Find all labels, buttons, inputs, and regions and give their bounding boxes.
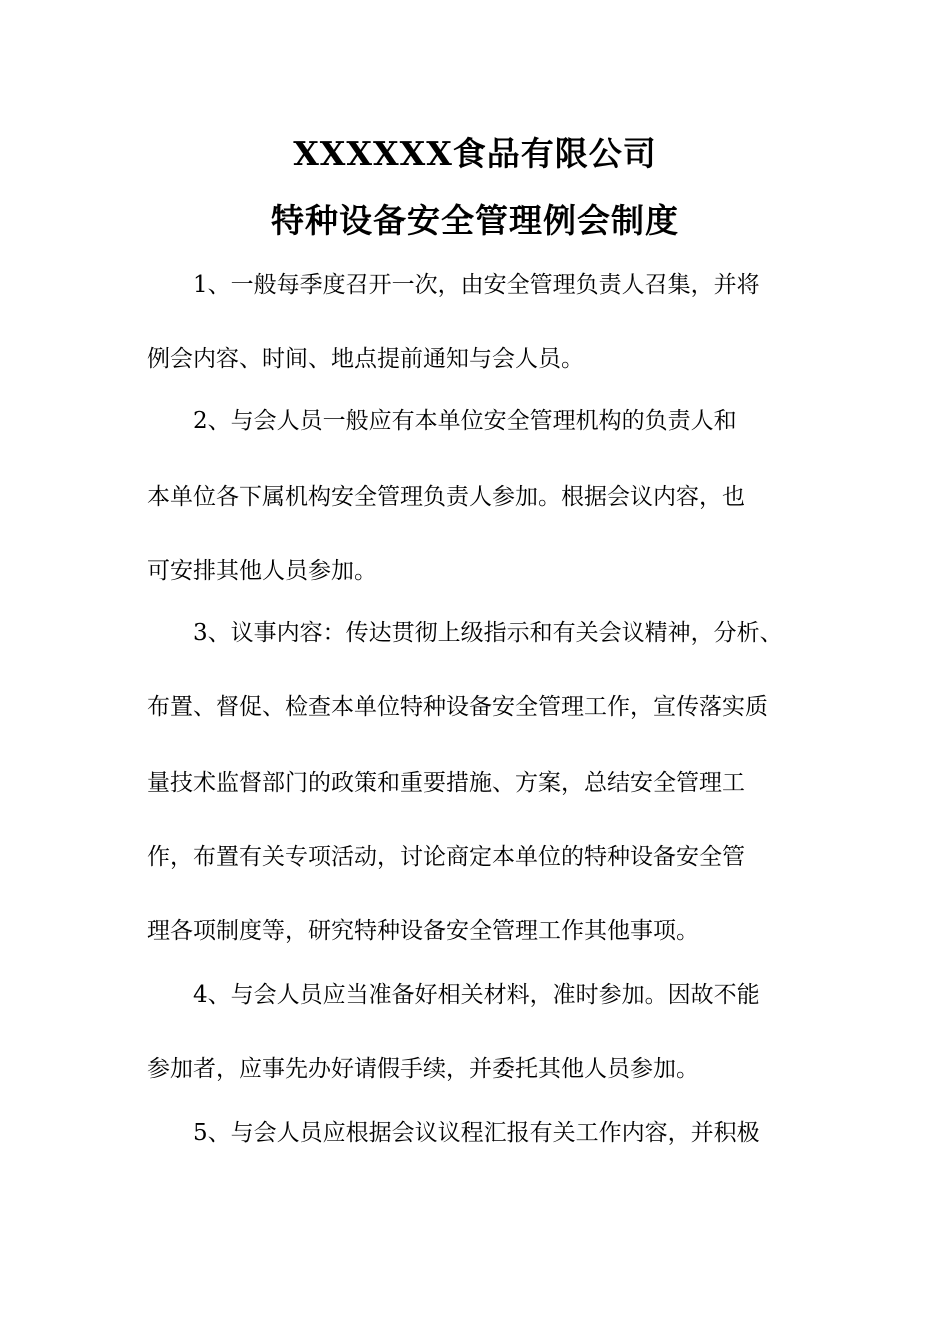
paragraph-3-line-1: 3、议事内容：传达贯彻上级指示和有关会议精神，分析、	[193, 620, 783, 646]
paragraph-3-line-4: 作，布置有关专项活动，讨论商定本单位的特种设备安全管	[147, 844, 745, 870]
paragraph-1-line-1: 1、一般每季度召开一次，由安全管理负责人召集，并将	[193, 272, 760, 298]
paragraph-5-line-1: 5、与会人员应根据会议议程汇报有关工作内容，并积极	[193, 1120, 760, 1146]
paragraph-3-line-2: 布置、督促、检查本单位特种设备安全管理工作，宣传落实质	[147, 694, 768, 720]
paragraph-4-line-2: 参加者，应事先办好请假手续，并委托其他人员参加。	[147, 1056, 699, 1082]
paragraph-4-line-1: 4、与会人员应当准备好相关材料，准时参加。因故不能	[193, 982, 760, 1008]
paragraph-2-line-3: 可安排其他人员参加。	[147, 558, 377, 584]
paragraph-2-line-2: 本单位各下属机构安全管理负责人参加。根据会议内容，也	[147, 484, 745, 510]
paragraph-1-line-2: 例会内容、时间、地点提前通知与会人员。	[147, 346, 584, 372]
paragraph-3-line-5: 理各项制度等，研究特种设备安全管理工作其他事项。	[147, 918, 699, 944]
company-title: XXXXXX食品有限公司	[293, 134, 657, 173]
paragraph-3-line-3: 量技术监督部门的政策和重要措施、方案，总结安全管理工	[147, 770, 745, 796]
document-title: 特种设备安全管理例会制度	[271, 201, 679, 240]
paragraph-2-line-1: 2、与会人员一般应有本单位安全管理机构的负责人和	[193, 408, 737, 434]
